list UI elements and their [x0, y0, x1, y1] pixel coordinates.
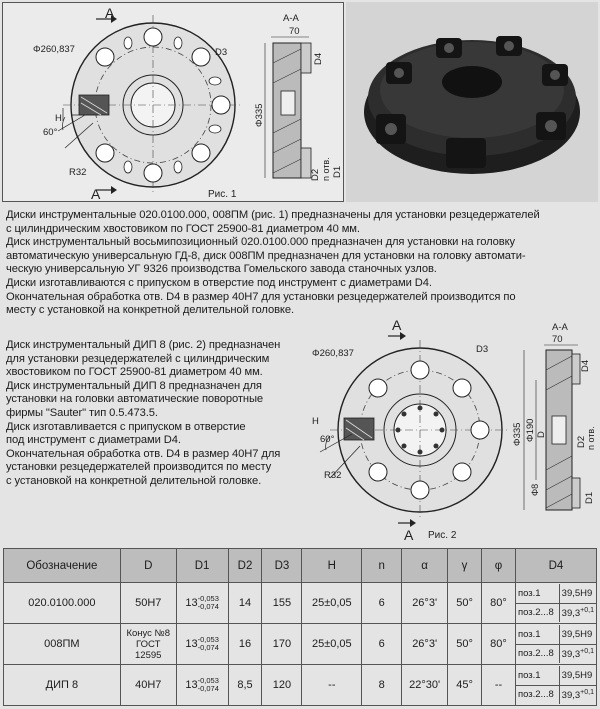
- cell-d3: 155: [262, 583, 302, 624]
- dim-width: 70: [289, 26, 300, 37]
- paragraph-line: Диск инструментальный восьмипозиционный 020.0100.000 предназначен для установки на головку: [6, 236, 516, 249]
- dim-angle: 60°: [43, 127, 58, 138]
- col-header: D4: [515, 549, 596, 583]
- cell-alpha: 26°3': [402, 583, 448, 624]
- spec-table: [3, 548, 597, 706]
- cell-name: 008ПМ: [4, 624, 121, 665]
- cell-phi: 80°: [482, 624, 516, 665]
- description-block-1: [6, 209, 540, 318]
- dim-outer: Φ260,837: [33, 44, 75, 55]
- cell-gamma: 50°: [448, 624, 482, 665]
- cell-d2: 14: [228, 583, 262, 624]
- dim-d3: D3: [215, 47, 228, 58]
- cell-d1: 13-0,053 -0,074: [176, 583, 228, 624]
- dim-phi8: Φ8: [530, 483, 540, 496]
- dim-d3: D3: [476, 344, 489, 355]
- section-marker-top: А: [105, 5, 115, 21]
- paragraph-line: автоматическую универсальную ГД-8, диск 008ПМ предназначен для установки на головку автомати-: [6, 249, 526, 262]
- figure-2: [300, 318, 596, 548]
- col-header: D3: [262, 549, 302, 583]
- table-row: [4, 583, 597, 624]
- col-header: γ: [448, 549, 482, 583]
- cell-name: ДИП 8: [4, 665, 121, 706]
- cell-d3: 120: [262, 665, 302, 706]
- dim-d1: D1: [332, 165, 343, 178]
- col-header: D2: [228, 549, 262, 583]
- cell-d: 50Н7: [120, 583, 176, 624]
- dim-d4: D4: [313, 52, 324, 65]
- paragraph-line: Диск инструментальный ДИП 8 (рис. 2) предназначен: [6, 339, 281, 351]
- section-marker-bottom: А: [91, 186, 101, 202]
- figure-2-drawing: [300, 318, 596, 548]
- cell-h: 25±0,05: [302, 583, 362, 624]
- col-header: α: [402, 549, 448, 583]
- cell-phi: --: [482, 665, 516, 706]
- paragraph-line: месту с установкой на конкретной делительной головке.: [6, 304, 294, 317]
- dim-r: R32: [324, 470, 342, 481]
- dim-h: H: [55, 113, 62, 124]
- dim-phi: Φ335: [254, 103, 265, 127]
- dim-d1: D1: [584, 491, 595, 504]
- dim-phi190: Φ190: [525, 418, 536, 442]
- cell-h: 25±0,05: [302, 624, 362, 665]
- dim-width: 70: [552, 334, 563, 345]
- cell-name: 020.0100.000: [4, 583, 121, 624]
- section-marker-top: А: [392, 318, 402, 333]
- dim-h: H: [312, 416, 319, 427]
- cell-h: --: [302, 665, 362, 706]
- col-header: n: [362, 549, 402, 583]
- figure-1-caption: Рис. 1: [208, 189, 237, 200]
- figure-2-caption: Рис. 2: [428, 530, 457, 541]
- paragraph-line: Диск изготавливается с припуском в отверстие: [6, 420, 246, 433]
- paragraph-line: Диски изготавливаются с припуском в отверстие под инструмент с диаметрами D4.: [6, 276, 432, 289]
- section-label: А-А: [283, 13, 299, 24]
- section-marker-bottom: А: [404, 527, 414, 543]
- dim-phi335: Φ335: [512, 422, 523, 446]
- paragraph-line: Диск инструментальный ДИП 8 предназначен для: [6, 379, 262, 392]
- cell-d3: 170: [262, 624, 302, 665]
- cell-gamma: 50°: [448, 583, 482, 624]
- cell-alpha: 22°30': [402, 665, 448, 706]
- paragraph-line: с цилиндрическим хвостовиком по ГОСТ 25900-81 диаметром 40 мм.: [6, 222, 360, 235]
- cell-d2: 8,5: [228, 665, 262, 706]
- table-header-row: [4, 549, 597, 583]
- cell-d4: поз.1 39,5Н9 поз.2...8 $39,3^{+0,1}$: [515, 624, 596, 665]
- paragraph-line: фирмы "Sauter" тип 0.5.473.5.: [6, 406, 158, 419]
- cell-n: 6: [362, 583, 402, 624]
- cell-phi: 80°: [482, 583, 516, 624]
- col-header: D: [120, 549, 176, 583]
- dim-outer: Φ260,837: [312, 348, 354, 359]
- paragraph-line: Окончательная обработка отв. D4 в размер 40Н7 для: [6, 447, 281, 460]
- dim-d2: D2: [310, 168, 321, 181]
- paragraph-line: установки на головки автоматические поворотные: [6, 393, 264, 406]
- paragraph-line: Окончательная обработка отв. D4 в размер 40Н7 для установки резцедержателей производится по: [6, 290, 516, 303]
- paragraph-line: хвостовиком по ГОСТ 25900-81 диаметром 40 мм.: [6, 366, 263, 379]
- col-header: D1: [176, 549, 228, 583]
- cell-d4: поз.1 39,5Н9 поз.2...8 $39,3^{+0,1}$: [515, 665, 596, 706]
- dim-n-otv: n отв.: [321, 157, 331, 181]
- dim-d: D: [536, 431, 547, 438]
- section-label: А-А: [552, 322, 568, 333]
- col-header: φ: [482, 549, 516, 583]
- cell-d2: 16: [228, 624, 262, 665]
- col-header: Обозначение: [4, 549, 121, 583]
- paragraph-line: ческую универсальную УГ 9326 производства Гомельского завода станочных узлов.: [6, 263, 437, 276]
- dim-r: R32: [69, 167, 87, 178]
- cell-d1: 13-0,053 -0,074: [176, 624, 228, 665]
- description-block-2: [6, 339, 280, 489]
- cell-gamma: 45°: [448, 665, 482, 706]
- cell-n: 8: [362, 665, 402, 706]
- cell-alpha: 26°3': [402, 624, 448, 665]
- product-photo: [346, 2, 598, 202]
- figure-1-drawing: [3, 3, 345, 203]
- paragraph-line: под инструмент с диаметрами D4.: [6, 434, 181, 447]
- paragraph-line: установки резцедержателей производится по месту: [6, 461, 272, 474]
- dim-d4: D4: [580, 359, 591, 372]
- dim-angle: 60°: [320, 434, 335, 445]
- cell-d: Конус №8 ГОСТ 12595: [120, 624, 176, 665]
- cell-n: 6: [362, 624, 402, 665]
- cell-d1: 13-0,053 -0,074: [176, 665, 228, 706]
- cell-d: 40Н7: [120, 665, 176, 706]
- table-row: [4, 665, 597, 706]
- figure-1: [2, 2, 344, 202]
- paragraph-line: для установки резцедержателей с цилиндрическим: [6, 352, 270, 365]
- dim-n-otv: n отв.: [586, 426, 596, 450]
- col-header: H: [302, 549, 362, 583]
- table-row: [4, 624, 597, 665]
- cell-d4: поз.1 39,5Н9 поз.2...8 $39,3^{+0,1}$: [515, 583, 596, 624]
- dim-d2: D2: [576, 435, 587, 448]
- tool-disk-image: [346, 2, 598, 202]
- paragraph-line: Диски инструментальные 020.0100.000, 008ПМ (рис. 1) предназначены для установки резцедержателей: [6, 209, 540, 221]
- paragraph-line: с установкой на конкретной делительной головке.: [6, 474, 262, 487]
